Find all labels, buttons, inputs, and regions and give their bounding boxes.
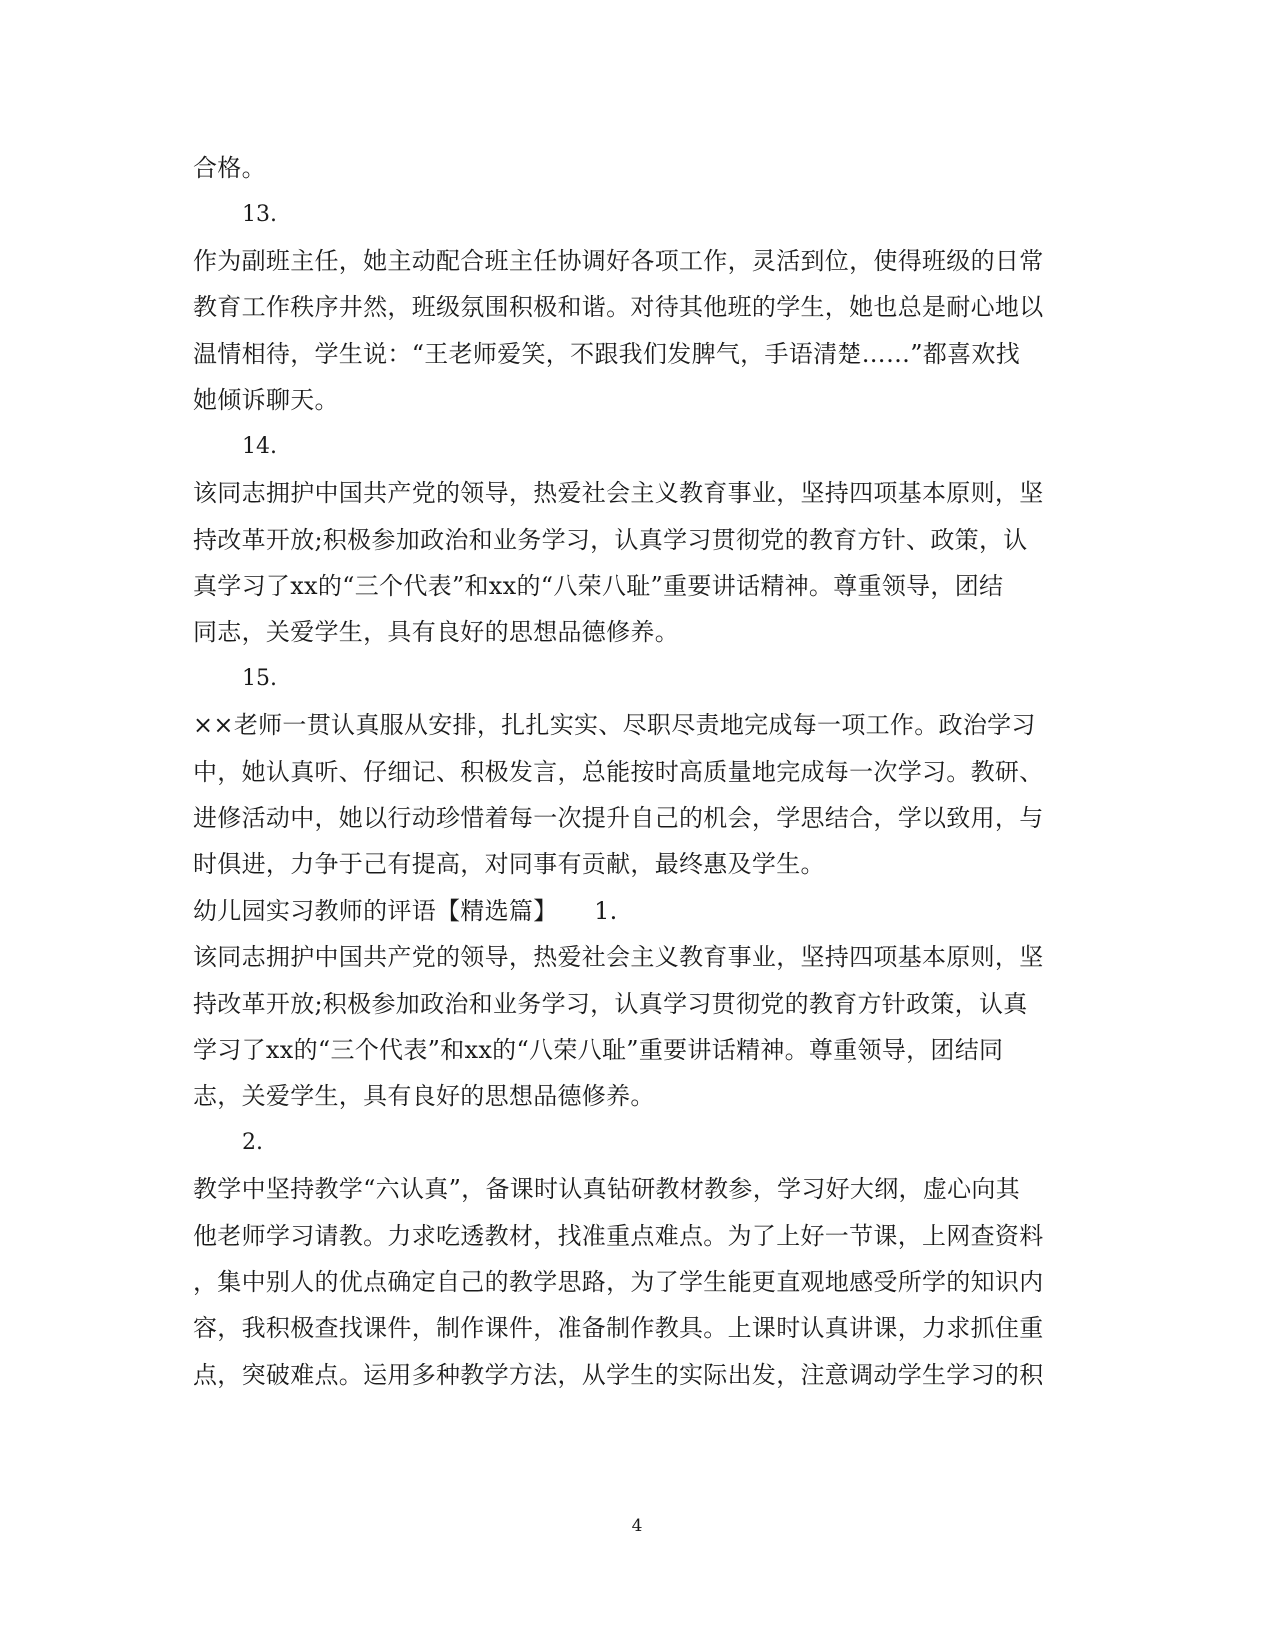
text-line: 点，突破难点。运用多种教学方法，从学生的实际出发，注意调动学生学习的积 [193,1361,1044,1389]
text-line: 温情相待，学生说：“王老师爱笑，不跟我们发脾气，手语清楚……”都喜欢找 [193,340,1021,368]
text-line: 教育工作秩序井然，班级氛围积极和谐。对待其他班的学生，她也总是耐心地以 [193,293,1044,321]
text-line: 教学中坚持教学“六认真”，备课时认真钻研教材教参，学习好大纲，虚心向其 [193,1175,1021,1203]
text-line: 持改革开放;积极参加政治和业务学习，认真学习贯彻党的教育方针政策，认真 [193,990,1028,1018]
text-line: 中，她认真听、仔细记、积极发言，总能按时高质量地完成每一次学习。教研、 [193,758,1044,786]
page-number: 4 [631,1516,643,1536]
text-line: 她倾诉聊天。 [193,386,339,414]
item-number: 14. [242,434,277,459]
text-line: 同志，关爱学生，具有良好的思想品德修养。 [193,618,679,646]
text-line: 作为副班主任，她主动配合班主任协调好各项工作，灵活到位，使得班级的日常 [193,247,1044,275]
text-line: 时俱进，力争于己有提高，对同事有贡献，最终惠及学生。 [193,850,825,878]
text-line: 进修活动中，她以行动珍惜着每一次提升自己的机会，学思结合，学以致用，与 [193,804,1044,832]
text-line: 他老师学习请教。力求吃透教材，找准重点难点。为了上好一节课，上网查资料 [193,1222,1044,1250]
item-number: 13. [242,202,277,227]
text-line: ，集中别人的优点确定自己的教学思路，为了学生能更直观地感受所学的知识内 [193,1268,1044,1296]
text-line: 该同志拥护中国共产党的领导，热爱社会主义教育事业，坚持四项基本原则，坚 [193,479,1044,507]
item-number: 15. [242,666,277,691]
text-line: ××老师一贯认真服从安排，扎扎实实、尽职尽责地完成每一项工作。政治学习 [193,711,1036,739]
text-line: 真学习了xx的“三个代表”和xx的“八荣八耻”重要讲话精神。尊重领导，团结 [193,572,1004,600]
text-line: 容，我积极查找课件，制作课件，准备制作教具。上课时认真讲课，力求抓住重 [193,1314,1044,1342]
text-line: 该同志拥护中国共产党的领导，热爱社会主义教育事业，坚持四项基本原则，坚 [193,943,1044,971]
text-line: 志，关爱学生，具有良好的思想品德修养。 [193,1082,655,1110]
item-number: 2. [242,1130,263,1155]
text-line: 合格。 [193,154,266,182]
text-line: 学习了xx的“三个代表”和xx的“八荣八耻”重要讲话精神。尊重领导，团结同 [193,1036,1004,1064]
text-line: 持改革开放;积极参加政治和业务学习，认真学习贯彻党的教育方针、政策，认 [193,526,1028,554]
section-heading: 幼儿园实习教师的评语【精选篇】 1. [193,897,618,925]
